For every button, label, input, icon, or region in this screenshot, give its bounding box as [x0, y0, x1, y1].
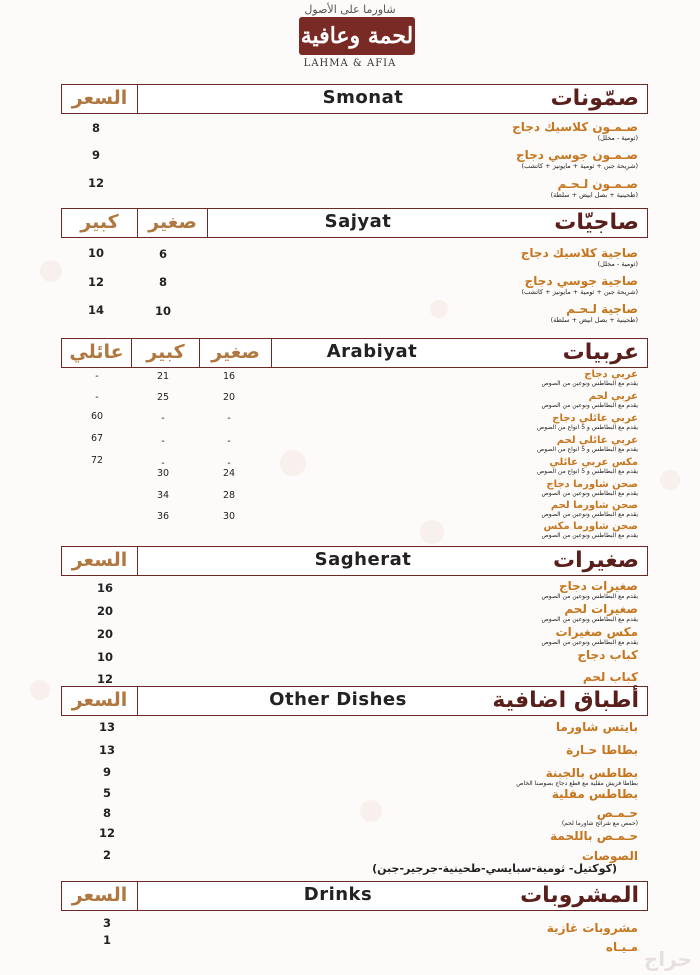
item-name: بطاطس بالجبنة [545, 766, 638, 780]
menu-item [542, 625, 638, 646]
item-name: حـمـص [596, 806, 638, 820]
price-column-header: السعر [62, 547, 138, 575]
item-price-small: 16 [222, 371, 236, 382]
background-dot [40, 260, 62, 282]
item-price: 12 [87, 176, 104, 190]
item-description: (شريحة جبن + ثومية + مايونيز + كاتشب) [521, 288, 638, 296]
item-price-small: 8 [158, 275, 167, 289]
item-price: 16 [96, 581, 113, 595]
item-name: صـمـون لـحـم [557, 177, 638, 191]
item-price-large: 25 [156, 392, 170, 403]
brand-name-en: LAHMA & AFIA [303, 58, 397, 69]
price-column-header: السعر [62, 85, 138, 113]
item-name: صـمـون جوسي دجاج [515, 148, 638, 162]
price-column-header: السعر [62, 687, 138, 715]
menu-item [583, 670, 638, 684]
item-name: الصوصات [581, 849, 638, 863]
menu-item [551, 177, 638, 199]
item-price-family: 67 [90, 433, 104, 444]
item-name: كباب دجاج [577, 648, 638, 662]
sauces-list: (كوكتيل- ثومية-سبايسي-طحينية-جرجير-جبن) [372, 862, 617, 875]
menu-item [542, 602, 638, 623]
item-price-large: - [161, 413, 165, 424]
background-dot [430, 300, 448, 318]
item-price: 3 [102, 916, 111, 930]
item-description: يقدم مع البطاطس ونوعين من الصوص [541, 532, 638, 539]
section-title-ar: عربيات [562, 340, 639, 365]
menu-item [512, 120, 638, 142]
item-price-large: 21 [156, 371, 170, 382]
item-price: 9 [91, 148, 100, 162]
item-price: 12 [96, 672, 113, 686]
item-price-family: - [95, 392, 99, 403]
item-price-large: 34 [156, 490, 170, 501]
item-description: يقدم مع البطاطس ونوعين من الصوص [541, 616, 638, 623]
menu-item [542, 521, 638, 539]
item-price-small: 28 [222, 490, 236, 501]
item-price-large: 10 [87, 246, 104, 260]
item-price: 20 [96, 604, 113, 618]
item-price-large: - [161, 458, 165, 469]
item-name: عربي عائلي لحم [556, 435, 638, 446]
menu-item [516, 148, 638, 170]
section-title-en: Sajyat [324, 211, 392, 232]
item-name: صغيرات لحم [564, 602, 638, 616]
menu-item [552, 787, 638, 801]
item-price: 2 [102, 848, 111, 862]
item-price: 13 [98, 720, 115, 734]
menu-item [521, 246, 638, 268]
menu-item [562, 806, 638, 827]
menu-item [550, 829, 638, 843]
item-name: عربي عائلي دجاج [552, 413, 638, 424]
item-price-small: 6 [158, 247, 167, 261]
item-name: صحن شاورما لحم [550, 500, 638, 511]
brand-logo: لحمة وعافية [299, 17, 415, 55]
item-name: مشروبات غازية [546, 921, 638, 935]
menu-item [566, 743, 638, 757]
watermark: حراج [643, 947, 692, 971]
item-name: صاجية جوسي دجاج [524, 274, 638, 288]
section-title-ar: المشروبات [520, 883, 639, 908]
item-description: (طحينية + بصل ابيض + سلطة) [550, 191, 638, 199]
item-price: 20 [96, 627, 113, 641]
menu-item [606, 940, 638, 954]
item-price-large: - [161, 436, 165, 447]
item-description: بطاطا فريش مقلية مع قطع دجاج بصوصنا الخاص [516, 780, 638, 787]
menu-item [556, 720, 638, 734]
item-description: يقدم مع البطاطس و 5 انواع من الصوص [536, 424, 638, 431]
item-price-small: - [227, 436, 231, 447]
price-column-header: السعر [62, 882, 138, 910]
background-dot [420, 520, 444, 544]
item-name: حـمـص باللحمة [550, 829, 638, 843]
menu-item [537, 457, 638, 475]
item-price-family: - [95, 371, 99, 382]
item-description: (ثومية - مخلل) [597, 260, 638, 268]
item-description: يقدم مع البطاطس ونوعين من الصوص [541, 639, 638, 646]
item-price: 5 [102, 786, 111, 800]
menu-item [522, 274, 638, 296]
item-description: (حمص مع شرائح شاورما لحم) [561, 820, 638, 827]
item-price: 12 [98, 826, 115, 840]
menu-item [516, 766, 638, 787]
item-name: عربي لحم [588, 391, 638, 402]
background-dot [360, 800, 382, 822]
section-header-arabiyat [61, 338, 648, 368]
item-name: عربي دجاج [584, 369, 638, 380]
item-price-small: 10 [154, 304, 171, 318]
item-name: بايتس شاورما [555, 720, 638, 734]
item-name: صحن شاورما دجاج [546, 479, 638, 490]
item-name: بطاطس مقلية [551, 787, 638, 801]
brand-tagline: شاورما على الأصول [304, 3, 396, 16]
item-price-small: - [227, 413, 231, 424]
item-price: 1 [102, 933, 111, 947]
small-column-header: صغير [200, 339, 272, 367]
item-name: مكس صغيرات [555, 625, 638, 639]
section-header-smonat [61, 84, 648, 114]
section-header-sagherat [61, 546, 648, 576]
item-name: صاجية لـحـم [566, 302, 638, 316]
item-price-large: 36 [156, 511, 170, 522]
item-description: (طحينية + بصل ابيض + سلطة) [550, 316, 638, 324]
menu-item [537, 413, 638, 431]
item-description: يقدم مع البطاطس ونوعين من الصوص [541, 490, 638, 497]
section-header-sajyat [61, 208, 648, 238]
item-name: صحن شاورما مكس [543, 521, 638, 532]
menu-item [542, 500, 638, 518]
section-title-ar: صمّونات [550, 86, 639, 111]
small-column-header: صغير [138, 209, 208, 237]
item-price-large: 12 [87, 275, 104, 289]
item-description: يقدم مع البطاطس ونوعين من الصوص [541, 511, 638, 518]
item-price-family: 72 [90, 455, 104, 466]
item-name: صغيرات دجاج [558, 579, 638, 593]
item-price-small: 24 [222, 468, 236, 479]
large-column-header: كبير [132, 339, 200, 367]
menu-item [582, 849, 638, 863]
item-price-large: 30 [156, 468, 170, 479]
item-name: مكس عربي عائلي [549, 457, 638, 468]
item-name: مـيـاه [605, 940, 638, 954]
section-title-en: Arabiyat [326, 341, 418, 362]
background-dot [30, 680, 50, 700]
item-name: كباب لحم [582, 670, 638, 684]
menu-item [542, 479, 638, 497]
menu-item [577, 648, 638, 662]
item-price-small: 30 [222, 511, 236, 522]
section-title-en: Sagherat [314, 549, 412, 570]
item-description: يقدم مع البطاطس ونوعين من الصوص [541, 380, 638, 387]
item-price: 10 [96, 650, 113, 664]
section-header-drinks [61, 881, 648, 911]
item-price-family: 60 [90, 411, 104, 422]
item-description: يقدم مع البطاطس ونوعين من الصوص [541, 593, 638, 600]
item-price: 9 [102, 765, 111, 779]
item-price: 8 [102, 806, 111, 820]
item-price-small: - [227, 458, 231, 469]
item-price: 13 [98, 743, 115, 757]
section-title-en: Smonat [322, 87, 404, 108]
item-description: (شريحة جبن + ثومية + مايونيز + كاتشب) [521, 162, 638, 170]
menu-item [542, 369, 638, 387]
section-title-ar: أطباق اضافية [492, 688, 639, 713]
item-description: يقدم مع البطاطس و 5 انواع من الصوص [536, 446, 638, 453]
menu-item [537, 435, 638, 453]
item-description: يقدم مع البطاطس و 5 انواع من الصوص [536, 468, 638, 475]
background-dot [280, 450, 306, 476]
menu-item [547, 921, 638, 935]
section-title-ar: صاجيّات [554, 210, 639, 235]
section-header-other-dishes [61, 686, 648, 716]
menu-item [542, 391, 638, 409]
item-price-large: 14 [87, 303, 104, 317]
background-dot [660, 470, 680, 490]
item-price: 8 [91, 121, 100, 135]
item-name: صاجية كلاسيك دجاج [520, 246, 638, 260]
item-name: صـمـون كلاسيك دجاج [512, 120, 638, 134]
menu-item [551, 302, 638, 324]
menu-item [542, 579, 638, 600]
item-description: (ثومية - مخلل) [597, 134, 638, 142]
section-title-en: Drinks [303, 884, 373, 905]
large-column-header: كبير [62, 209, 138, 237]
family-column-header: عائلي [62, 339, 132, 367]
item-price-small: 20 [222, 392, 236, 403]
item-name: بطاطا حـارة [566, 743, 638, 757]
item-description: يقدم مع البطاطس ونوعين من الصوص [541, 402, 638, 409]
section-title-ar: صغيرات [553, 548, 639, 573]
section-title-en: Other Dishes [269, 689, 407, 710]
